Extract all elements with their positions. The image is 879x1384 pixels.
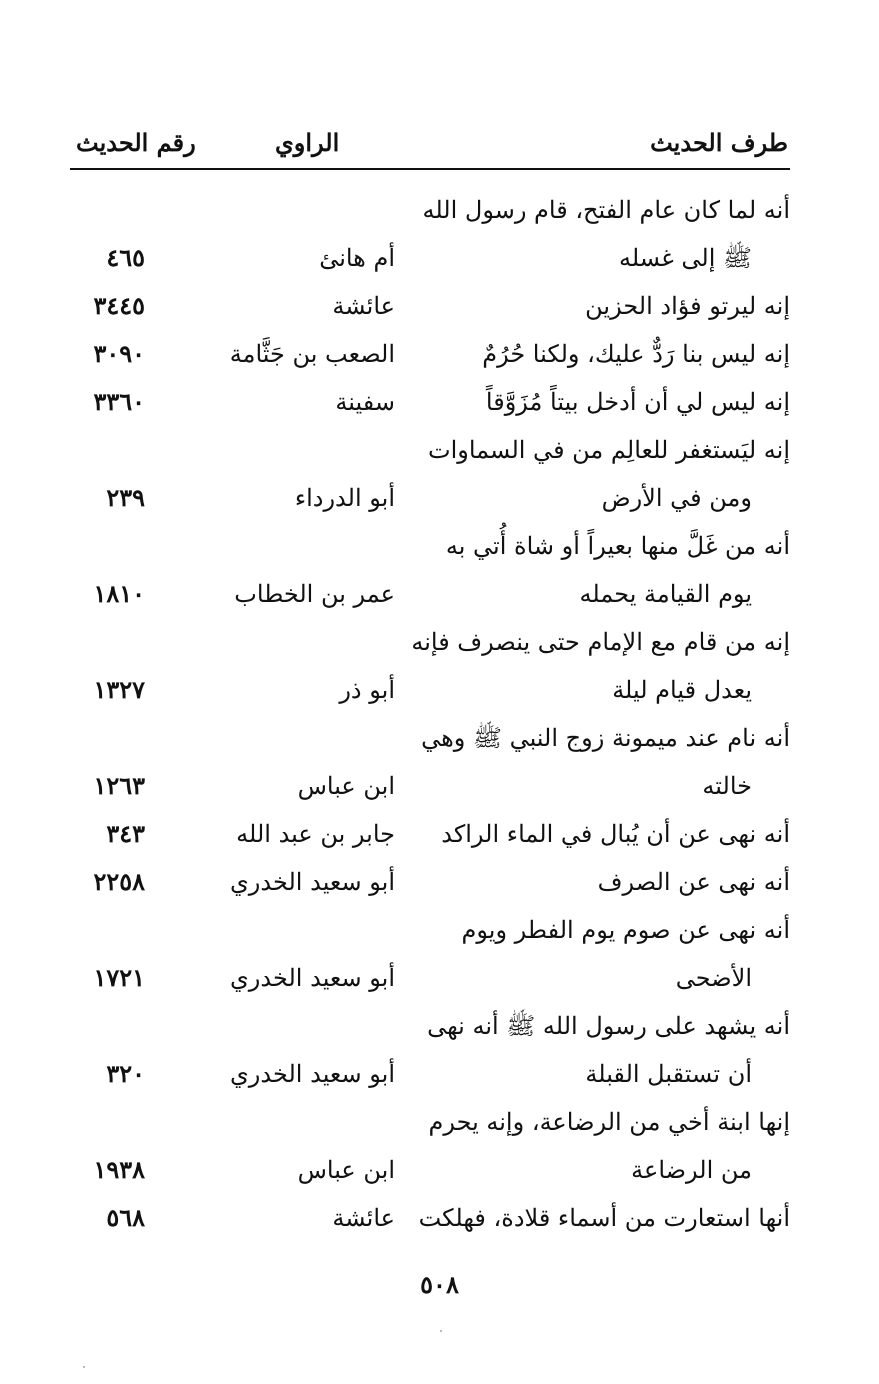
narrator-name: أم هانئ: [319, 244, 395, 272]
table-row: [70, 426, 790, 522]
narrator-name: الصعب بن جَثَّامة: [229, 340, 395, 368]
hadith-text-line-2: أن تستقبل القبلة: [585, 1060, 752, 1088]
hadith-text-line-2: الأضحى: [675, 964, 752, 992]
table-row: [70, 282, 790, 330]
hadith-text-line-2: من الرضاعة: [631, 1156, 752, 1184]
table-row: [70, 186, 790, 282]
hadith-text-line-2: يوم القيامة يحمله: [579, 580, 752, 608]
hadith-text: [410, 618, 790, 714]
hadith-text: [410, 906, 790, 1002]
hadith-number: ١٣٢٧: [93, 675, 145, 704]
table-header: [70, 118, 790, 170]
narrator-name: أبو سعيد الخدري: [230, 964, 395, 992]
table-row: [70, 1098, 790, 1194]
hadith-text-line-1: إنها ابنة أخي من الرضاعة، وإنه يحرم: [428, 1108, 790, 1136]
table-row: [70, 858, 790, 906]
table-row: [70, 1002, 790, 1098]
table-row: [70, 906, 790, 1002]
hadith-text-line-1: أنه نهى عن أن يُبال في الماء الراكد: [441, 820, 790, 848]
hadith-text-line-1: أنها استعارت من أسماء قلادة، فهلكت: [418, 1204, 790, 1232]
hadith-text: [410, 330, 790, 378]
column-header-number: رقم الحديث: [76, 128, 196, 157]
narrator-name: سفينة: [335, 388, 395, 416]
hadith-text: [410, 858, 790, 906]
hadith-text-line-2: ﷺ إلى غسله: [618, 244, 752, 272]
hadith-text-line-1: أنه لما كان عام الفتح، قام رسول الله: [422, 196, 790, 224]
hadith-text: [410, 282, 790, 330]
hadith-text: [410, 186, 790, 282]
column-header-narrator: الراوي: [275, 128, 340, 157]
scan-speck: [440, 1330, 442, 1332]
hadith-text-line-2: ومن في الأرض: [601, 484, 752, 512]
hadith-text: [410, 378, 790, 426]
hadith-text-line-1: أنه نهى عن الصرف: [597, 868, 790, 896]
hadith-index-table: [70, 186, 790, 1242]
table-row: [70, 522, 790, 618]
narrator-name: أبو سعيد الخدري: [230, 868, 395, 896]
hadith-text: [410, 522, 790, 618]
hadith-number: ٣٤٤٥: [93, 291, 145, 320]
hadith-number: ٣٢٠: [106, 1059, 145, 1088]
table-row: [70, 714, 790, 810]
hadith-text-line-1: أنه نهى عن صوم يوم الفطر ويوم: [461, 916, 790, 944]
narrator-name: جابر بن عبد الله: [236, 820, 395, 848]
hadith-number: ٢٢٥٨: [93, 867, 145, 896]
hadith-text-line-1: أنه من غَلَّ منها بعيراً أو شاة أُتي به: [445, 532, 790, 560]
hadith-text-line-2: يعدل قيام ليلة: [612, 676, 752, 704]
hadith-text: [410, 1194, 790, 1242]
table-row: [70, 378, 790, 426]
narrator-name: أبو الدرداء: [294, 484, 395, 512]
hadith-text: [410, 1098, 790, 1194]
hadith-text: [410, 1002, 790, 1098]
hadith-text-line-1: إنه من قام مع الإمام حتى ينصرف فإنه: [411, 628, 790, 656]
hadith-text-line-1: أنه نام عند ميمونة زوج النبي ﷺ وهي: [421, 724, 790, 752]
hadith-number: ١٧٢١: [93, 963, 145, 992]
table-row: [70, 1194, 790, 1242]
hadith-number: ٥٦٨: [106, 1203, 145, 1232]
narrator-name: أبو سعيد الخدري: [230, 1060, 395, 1088]
column-header-hadith: طرف الحديث: [650, 128, 788, 157]
hadith-number: ١٩٣٨: [93, 1155, 145, 1184]
narrator-name: أبو ذر: [339, 676, 395, 704]
hadith-text: [410, 426, 790, 522]
narrator-name: عائشة: [332, 292, 395, 320]
scan-speck: [83, 1366, 85, 1368]
hadith-number: ٣٣٦٠: [93, 387, 145, 416]
narrator-name: ابن عباس: [297, 772, 395, 800]
hadith-number: ٢٣٩: [106, 483, 145, 512]
hadith-text-line-2: خالته: [702, 772, 752, 800]
table-row: [70, 618, 790, 714]
hadith-number: ١٢٦٣: [93, 771, 145, 800]
page-number: ٥٠٨: [420, 1270, 459, 1299]
hadith-text-line-1: إنه ليَستغفر للعالِم من في السماوات: [428, 436, 790, 464]
table-row: [70, 330, 790, 378]
hadith-text-line-1: إنه ليرتو فؤاد الحزين: [585, 292, 790, 320]
hadith-number: ١٨١٠: [93, 579, 145, 608]
hadith-number: ٣٤٣: [106, 819, 145, 848]
table-row: [70, 810, 790, 858]
hadith-text: [410, 714, 790, 810]
hadith-text-line-1: إنه ليس بنا رَدٌّ عليك، ولكنا حُرُمٌ: [482, 340, 790, 368]
hadith-text-line-1: إنه ليس لي أن أدخل بيتاً مُزَوَّقاً: [485, 388, 790, 416]
narrator-name: ابن عباس: [297, 1156, 395, 1184]
hadith-text-line-1: أنه يشهد على رسول الله ﷺ أنه نهى: [427, 1012, 790, 1040]
hadith-number: ٤٦٥: [106, 243, 145, 272]
hadith-text: [410, 810, 790, 858]
hadith-number: ٣٠٩٠: [93, 339, 145, 368]
narrator-name: عائشة: [332, 1204, 395, 1232]
narrator-name: عمر بن الخطاب: [234, 580, 395, 608]
